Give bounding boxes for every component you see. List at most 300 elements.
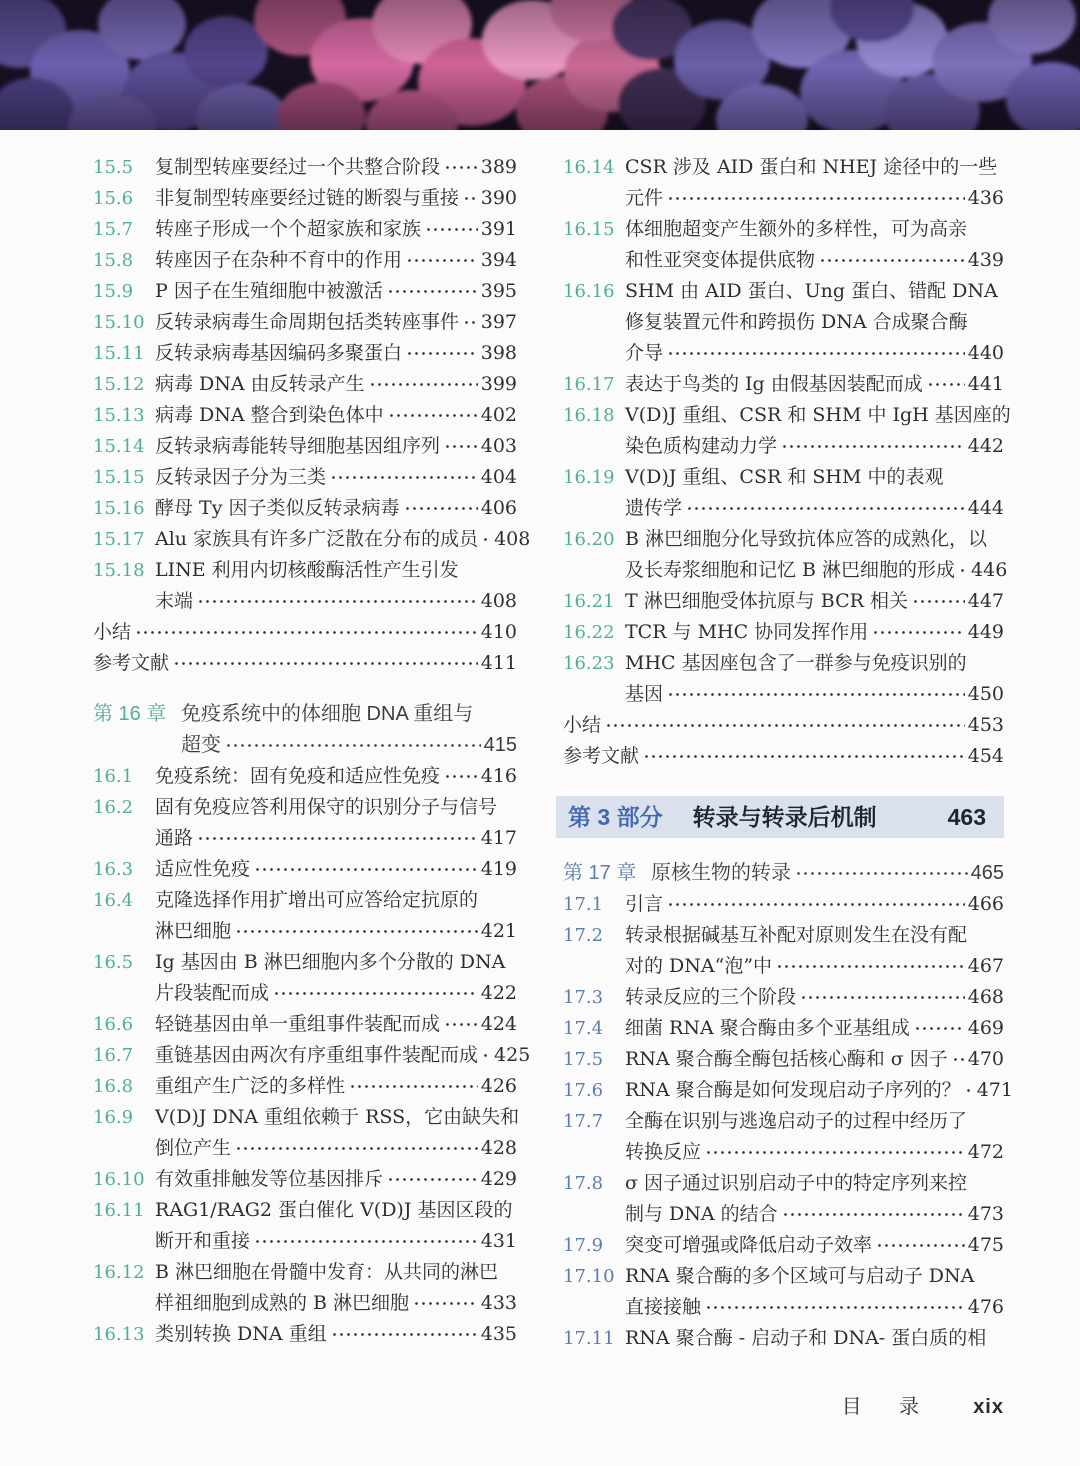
dot-leader — [234, 916, 478, 947]
page-number: 468 — [967, 986, 1004, 1008]
dot-leader — [348, 1071, 478, 1102]
entry-title: 片段装配而成 — [155, 982, 270, 1004]
toc-entry — [563, 524, 1008, 586]
toc-entry — [93, 1319, 517, 1350]
entry-title: 病毒 DNA 由反转录产生 — [155, 373, 365, 395]
entry-title: 非复制型转座要经过链的断裂与重接 — [155, 187, 460, 209]
dot-leader — [172, 648, 478, 679]
dot-leader — [386, 1164, 478, 1195]
entry-title: Alu 家族具有许多广泛散在分布的成员 — [155, 528, 479, 550]
dot-leader — [871, 617, 965, 648]
entry-title: 病毒 DNA 整合到染色体中 — [155, 404, 384, 426]
section-number: 16.20 — [563, 529, 615, 550]
dot-leader — [642, 741, 965, 772]
toc-entry — [563, 858, 1004, 889]
entry-title: σ 因子通过识别启动子中的特定序列来控 — [625, 1172, 968, 1194]
page-number: 429 — [480, 1168, 517, 1190]
page-number: 476 — [967, 1296, 1004, 1318]
dot-leader — [234, 1133, 478, 1164]
section-number: 16.7 — [93, 1045, 134, 1066]
page-number: 422 — [480, 982, 517, 1004]
entry-body — [155, 152, 517, 183]
dot-leader — [386, 276, 478, 307]
dot-leader — [781, 1199, 965, 1230]
section-number: 16.14 — [563, 157, 615, 178]
page-number: 395 — [480, 280, 517, 302]
entry-body — [625, 920, 1004, 982]
section-number: 15.13 — [93, 405, 145, 426]
page-number: 472 — [967, 1141, 1004, 1163]
entry-title: 参考文献 — [563, 745, 640, 767]
entry-title: 反转录病毒能转导细胞基因组序列 — [155, 435, 441, 457]
entry-title: 类别转换 DNA 重组 — [155, 1323, 327, 1345]
entry-body — [625, 214, 1004, 276]
page-number: 470 — [967, 1048, 1004, 1070]
section-number: 15.12 — [93, 374, 145, 395]
part-title: 转录与转录后机制 — [692, 804, 877, 830]
page-number: 394 — [480, 249, 517, 271]
page-number: 465 — [970, 862, 1004, 884]
entry-body — [651, 858, 1004, 889]
dot-leader — [666, 889, 965, 920]
section-number: 16.10 — [93, 1169, 145, 1190]
entry-body — [563, 741, 1004, 772]
entry-body — [155, 431, 517, 462]
dot-leader — [913, 1013, 965, 1044]
toc-entry — [93, 648, 517, 679]
dot-leader — [666, 183, 965, 214]
entry-title: RNA 聚合酶 - 启动子和 DNA- 蛋白质的相 — [625, 1327, 987, 1349]
entry-title: B 淋巴细胞分化导致抗体应答的成熟化，以 — [625, 528, 988, 550]
toc-entry — [563, 1106, 1004, 1168]
entry-body — [155, 1071, 517, 1102]
section-number: 15.6 — [93, 188, 134, 209]
entry-body — [625, 1075, 1013, 1106]
dot-leader — [224, 730, 481, 761]
toc-entry — [563, 1323, 1004, 1354]
toc-entry — [563, 152, 1004, 214]
toc-entry — [93, 947, 517, 1009]
section-number: 16.4 — [93, 890, 134, 911]
toc-left-column — [93, 152, 531, 1350]
toc-entry — [93, 431, 517, 462]
entry-title: 末端 — [155, 590, 194, 612]
section-number: 17.4 — [563, 1018, 604, 1039]
entry-body — [155, 1009, 517, 1040]
page-number: 425 — [494, 1044, 531, 1066]
entry-body — [625, 1106, 1004, 1168]
toc-entry — [563, 1261, 1004, 1323]
toc-entry — [93, 369, 517, 400]
entry-title: 原核生物的转录 — [651, 862, 791, 884]
entry-body — [625, 462, 1004, 524]
toc-entry — [563, 982, 1004, 1013]
entry-body — [155, 183, 517, 214]
entry-body — [625, 1168, 1004, 1230]
toc-entry — [93, 854, 517, 885]
dot-leader — [443, 761, 478, 792]
section-number: 16.8 — [93, 1076, 134, 1097]
toc-entry — [93, 524, 531, 555]
entry-body — [155, 947, 517, 1009]
dot-leader — [685, 493, 965, 524]
section-number: 15.11 — [93, 343, 145, 364]
entry-body — [155, 369, 517, 400]
entry-title: 转录根据碱基互补配对原则发生在没有配 — [625, 924, 968, 946]
dot-leader — [196, 823, 478, 854]
dot-leader — [330, 1319, 478, 1350]
entry-title: 和性亚突变体提供底物 — [625, 249, 816, 271]
entry-body — [625, 152, 1004, 214]
dot-leader — [604, 710, 965, 741]
page-number: 404 — [480, 466, 517, 488]
toc-entry — [93, 1257, 517, 1319]
entry-title: V(D)J DNA 重组依赖于 RSS，它由缺失和 — [155, 1106, 520, 1128]
toc-entry — [563, 369, 1004, 400]
entry-title: MHC 基因座包含了一群参与免疫识别的 — [625, 652, 967, 674]
page-number: 431 — [480, 1230, 517, 1252]
toc-entry — [93, 1009, 517, 1040]
entry-title: 淋巴细胞 — [155, 920, 232, 942]
section-number: 16.2 — [93, 797, 134, 818]
entry-title: 通路 — [155, 827, 194, 849]
page-number: 397 — [480, 311, 517, 333]
dot-leader — [794, 858, 968, 889]
page-number: 454 — [967, 745, 1004, 767]
entry-title: 固有免疫应答利用保守的识别分子与信号 — [155, 796, 498, 818]
section-number: 16.17 — [563, 374, 615, 395]
page-number: 402 — [480, 404, 517, 426]
toc-entry — [93, 1102, 520, 1164]
entry-title: RAG1/RAG2 蛋白催化 V(D)J 基因区段的 — [155, 1199, 513, 1221]
toc-entry — [93, 699, 517, 761]
toc-entry — [93, 1195, 517, 1257]
section-number: 16.22 — [563, 622, 615, 643]
page-number: 406 — [480, 497, 517, 519]
section-number: 15.8 — [93, 250, 134, 271]
entry-title: 轻链基因由单一重组事件装配而成 — [155, 1013, 441, 1035]
entry-body — [181, 699, 517, 761]
page-number: 390 — [480, 187, 517, 209]
page-number: 471 — [976, 1079, 1013, 1101]
part-number: 第 3 部分 — [568, 804, 663, 830]
entry-body — [155, 1040, 531, 1071]
section-number: 16.3 — [93, 859, 134, 880]
dot-leader — [462, 307, 478, 338]
dot-leader — [951, 1044, 965, 1075]
entry-title: TCR 与 MHC 协同发挥作用 — [625, 621, 869, 643]
toc-right-column — [563, 152, 1013, 1354]
toc-entry — [93, 1040, 531, 1071]
entry-body — [625, 982, 1004, 1013]
page-number: 403 — [480, 435, 517, 457]
section-number: 16.23 — [563, 653, 615, 674]
entry-title: 重组产生广泛的多样性 — [155, 1075, 346, 1097]
entry-title: 反转录病毒基因编码多聚蛋白 — [155, 342, 403, 364]
toc-entry — [93, 245, 517, 276]
page-number: 447 — [967, 590, 1004, 612]
dot-leader — [443, 152, 478, 183]
section-number: 15.14 — [93, 436, 145, 457]
entry-body — [155, 524, 531, 555]
entry-title: 小结 — [563, 714, 602, 736]
dot-leader — [368, 369, 478, 400]
dot-leader — [799, 982, 965, 1013]
entry-title: 引言 — [625, 893, 664, 915]
section-number: 16.5 — [93, 952, 134, 973]
entry-title: 酵母 Ty 因子类似反转录病毒 — [155, 497, 400, 519]
entry-title: 倒位产生 — [155, 1137, 232, 1159]
page-number: 389 — [480, 156, 517, 178]
section-number: 17.9 — [563, 1235, 604, 1256]
entry-body — [155, 885, 517, 947]
toc-entry — [563, 214, 1004, 276]
entry-title: P 因子在生殖细胞中被激活 — [155, 280, 383, 302]
toc-entry — [93, 307, 517, 338]
toc-entry — [93, 1071, 517, 1102]
entry-title: T 淋巴细胞受体抗原与 BCR 相关 — [625, 590, 908, 612]
entry-title: 元件 — [625, 187, 664, 209]
entry-title: 突变可增强或降低启动子效率 — [625, 1234, 873, 1256]
section-number: 17.1 — [563, 894, 604, 915]
dot-leader — [704, 1292, 965, 1323]
page-number: 410 — [480, 621, 517, 643]
section-number: 16.11 — [93, 1200, 145, 1221]
section-number: 17.8 — [563, 1173, 604, 1194]
entry-body — [155, 1195, 517, 1257]
dot-leader — [443, 431, 478, 462]
section-number: 15.16 — [93, 498, 145, 519]
entry-title: 小结 — [93, 621, 132, 643]
entry-body — [155, 307, 517, 338]
entry-body — [625, 369, 1004, 400]
toc-entry — [93, 493, 517, 524]
page-number: 417 — [480, 827, 517, 849]
entry-title: 克隆选择作用扩增出可应答给定抗原的 — [155, 889, 479, 911]
entry-title: 反转录病毒生命周期包括类转座事件 — [155, 311, 460, 333]
entry-body — [155, 1257, 517, 1319]
toc-entry — [93, 1164, 517, 1195]
dot-leader — [875, 1230, 965, 1261]
entry-title: 修复装置元件和跨损伤 DNA 合成聚合酶 — [625, 311, 968, 333]
entry-title: 重链基因由两次有序重组事件装配而成 — [155, 1044, 479, 1066]
header-cells-photo — [0, 0, 1080, 130]
entry-title: 断开和重接 — [155, 1230, 251, 1252]
entry-title: B 淋巴细胞在骨髓中发育：从共同的淋巴 — [155, 1261, 499, 1283]
entry-body — [155, 792, 517, 854]
dot-leader — [405, 245, 478, 276]
entry-body — [155, 400, 517, 431]
toc-entry — [563, 741, 1004, 772]
dot-leader — [666, 338, 965, 369]
dot-leader — [964, 1075, 974, 1106]
section-number: 16.15 — [563, 219, 615, 240]
section-number: 15.9 — [93, 281, 134, 302]
entry-title: LINE 利用内切核酸酶活性产生引发 — [155, 559, 459, 581]
toc-entry — [93, 885, 517, 947]
toc-entry — [563, 1044, 1004, 1075]
page-number: 453 — [967, 714, 1004, 736]
page-number: 419 — [480, 858, 517, 880]
entry-title: 介导 — [625, 342, 664, 364]
page-number: 411 — [480, 652, 517, 674]
toc-entry — [93, 152, 517, 183]
entry-title: CSR 涉及 AID 蛋白和 NHEJ 途径中的一些 — [625, 156, 998, 178]
entry-body — [155, 214, 517, 245]
toc-entry — [93, 400, 517, 431]
dot-leader — [666, 679, 965, 710]
dot-leader — [911, 586, 965, 617]
entry-body — [155, 761, 517, 792]
page-number: 433 — [480, 1292, 517, 1314]
section-number: 16.13 — [93, 1324, 145, 1345]
dot-leader — [481, 524, 491, 555]
toc-entry — [563, 276, 1004, 369]
entry-body — [155, 338, 517, 369]
page-number: 416 — [480, 765, 517, 787]
toc-entry — [556, 796, 1004, 838]
section-number: 15.10 — [93, 312, 145, 333]
entry-body — [625, 617, 1004, 648]
entry-title: 反转录因子分为三类 — [155, 466, 327, 488]
entry-title: 基因 — [625, 683, 664, 705]
page-number: 398 — [480, 342, 517, 364]
toc-entry — [93, 338, 517, 369]
toc-entry — [93, 792, 517, 854]
dot-leader — [405, 338, 478, 369]
entry-body — [155, 1319, 517, 1350]
entry-body — [625, 400, 1011, 462]
entry-title: 转座子形成一个个超家族和家族 — [155, 218, 422, 240]
page-number: 415 — [483, 734, 517, 756]
page-number: 399 — [480, 373, 517, 395]
dot-leader — [818, 245, 965, 276]
entry-body — [625, 1230, 1004, 1261]
page-number: 463 — [947, 804, 986, 830]
dot-leader — [926, 369, 965, 400]
entry-title: 细菌 RNA 聚合酶由多个亚基组成 — [625, 1017, 910, 1039]
page-number: 435 — [480, 1323, 517, 1345]
toc-entry — [563, 1230, 1004, 1261]
footer-page-number: xix — [973, 1396, 1004, 1418]
entry-body — [155, 276, 517, 307]
dot-leader — [412, 1288, 478, 1319]
section-number: 17.2 — [563, 925, 604, 946]
entry-body — [155, 1102, 520, 1164]
entry-title: 染色质构建动力学 — [625, 435, 778, 457]
dot-leader — [424, 214, 478, 245]
toc-entry — [93, 462, 517, 493]
entry-title: 表达于鸟类的 Ig 由假基因装配而成 — [625, 373, 923, 395]
dot-leader — [775, 951, 965, 982]
entry-title: V(D)J 重组、CSR 和 SHM 中的表观 — [625, 466, 944, 488]
section-number: 15.18 — [93, 560, 145, 581]
page-number: 442 — [967, 435, 1004, 457]
entry-body — [625, 1013, 1004, 1044]
toc-entry — [563, 586, 1004, 617]
toc-entry — [563, 889, 1004, 920]
entry-title: 样祖细胞到成熟的 B 淋巴细胞 — [155, 1292, 410, 1314]
dot-leader — [329, 462, 478, 493]
entry-title: 适应性免疫 — [155, 858, 251, 880]
entry-title: 有效重排触发等位基因排斥 — [155, 1168, 384, 1190]
toc-entry — [563, 462, 1004, 524]
section-number: 16.19 — [563, 467, 615, 488]
entry-title: 免疫系统中的体细胞 DNA 重组与 — [181, 703, 474, 725]
page-number: 441 — [967, 373, 1004, 395]
entry-body — [155, 462, 517, 493]
entry-title: SHM 由 AID 蛋白、Ung 蛋白、错配 DNA — [625, 280, 998, 302]
page-number: 449 — [967, 621, 1004, 643]
toc-entry — [93, 761, 517, 792]
entry-title: 参考文献 — [93, 652, 170, 674]
toc-entry — [563, 617, 1004, 648]
page-number: 436 — [967, 187, 1004, 209]
page-number: 440 — [967, 342, 1004, 364]
section-number: 16.1 — [93, 766, 134, 787]
toc-entry — [93, 214, 517, 245]
dot-leader — [704, 1137, 965, 1168]
page-number: 450 — [967, 683, 1004, 705]
entry-body — [93, 648, 517, 679]
section-number: 16.18 — [563, 405, 615, 426]
entry-body — [155, 1164, 517, 1195]
toc-entry — [93, 617, 517, 648]
entry-title: 对的 DNA“泡”中 — [625, 955, 773, 977]
entry-title: 全酶在识别与逃逸启动子的过程中经历了 — [625, 1110, 968, 1132]
entry-title: 遗传学 — [625, 497, 683, 519]
toc-entry — [563, 1075, 1013, 1106]
page-number: 444 — [967, 497, 1004, 519]
dot-leader — [462, 183, 478, 214]
section-number: 16.9 — [93, 1107, 134, 1128]
toc-entry — [93, 183, 517, 214]
entry-title: 免疫系统：固有免疫和适应性免疫 — [155, 765, 441, 787]
section-number: 17.7 — [563, 1111, 604, 1132]
chapter-number: 第 16 章 — [93, 703, 167, 725]
section-number: 16.21 — [563, 591, 615, 612]
section-number: 17.10 — [563, 1266, 615, 1287]
chapter-number: 第 17 章 — [563, 862, 637, 884]
entry-body — [625, 1044, 1004, 1075]
section-number: 16.16 — [563, 281, 615, 302]
section-number: 15.5 — [93, 157, 134, 178]
dot-leader — [134, 617, 478, 648]
entry-body — [155, 854, 517, 885]
page-number: 473 — [967, 1203, 1004, 1225]
entry-title: 超变 — [181, 734, 221, 756]
entry-title: 直接接触 — [625, 1296, 702, 1318]
section-number: 17.11 — [563, 1328, 615, 1349]
entry-body — [155, 555, 517, 617]
toc-entry — [563, 710, 1004, 741]
page-number: 424 — [480, 1013, 517, 1035]
entry-title: 转录反应的三个阶段 — [625, 986, 797, 1008]
toc-entry — [563, 920, 1004, 982]
page-number: 408 — [494, 528, 531, 550]
entry-body — [93, 617, 517, 648]
dot-leader — [387, 400, 478, 431]
page-number: 408 — [480, 590, 517, 612]
entry-title: RNA 聚合酶的多个区域可与启动子 DNA — [625, 1265, 975, 1287]
dot-leader — [196, 586, 478, 617]
entry-title: 体细胞超变产生额外的多样性，可为高亲 — [625, 218, 968, 240]
section-number: 16.12 — [93, 1262, 145, 1283]
entry-title: 及长寿浆细胞和记忆 B 淋巴细胞的形成 — [625, 559, 956, 581]
section-number: 17.6 — [563, 1080, 604, 1101]
dot-leader — [403, 493, 478, 524]
page-number: 469 — [967, 1017, 1004, 1039]
